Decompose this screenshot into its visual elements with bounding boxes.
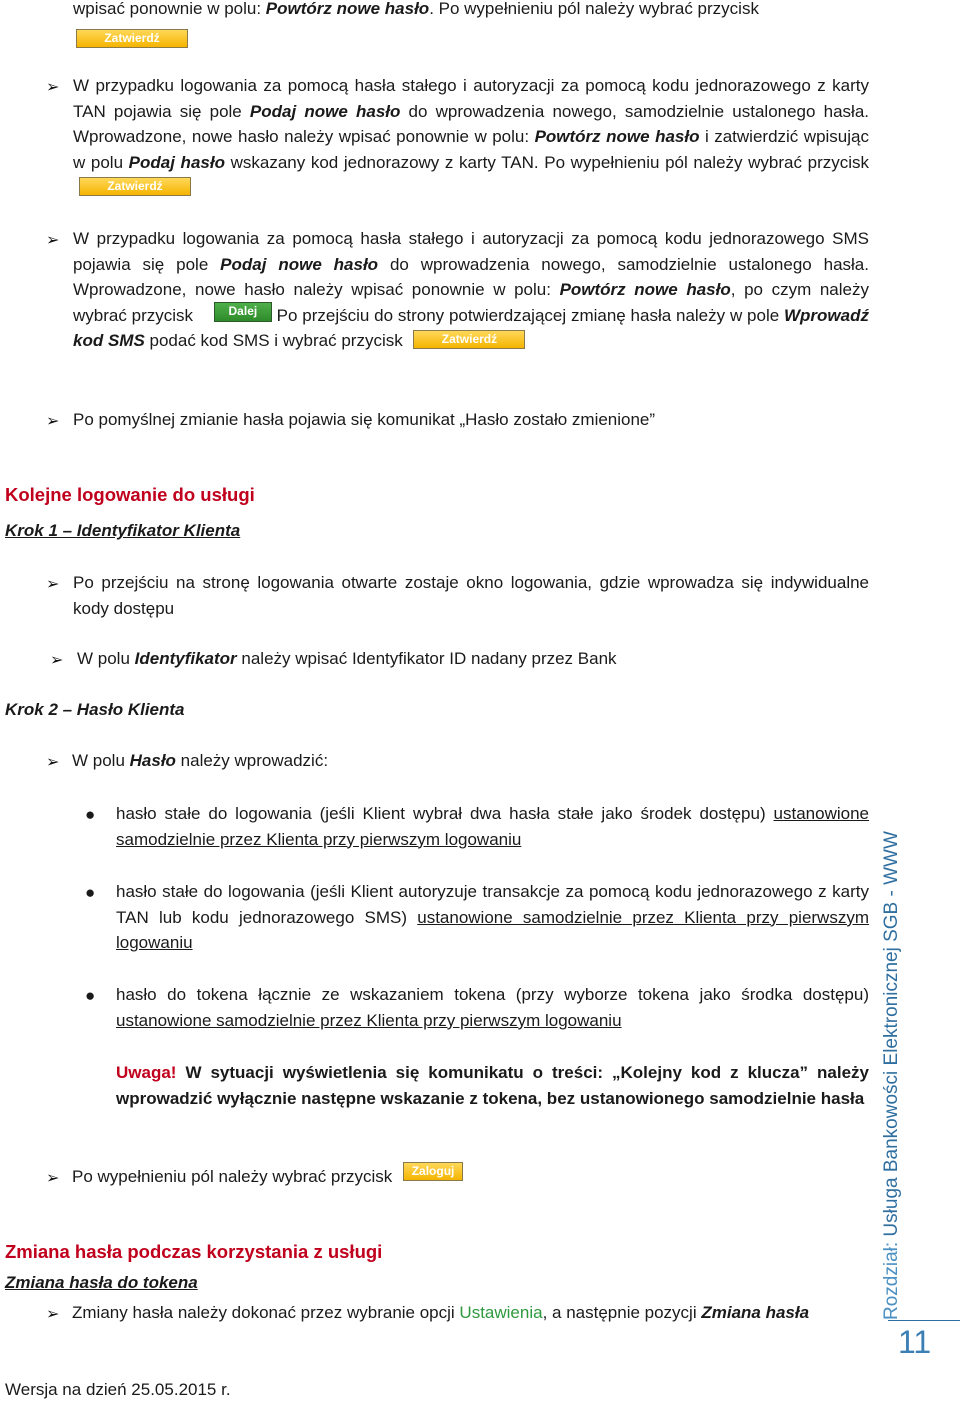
footer-version: Wersja na dzień 25.05.2015 r. bbox=[5, 1380, 231, 1399]
paragraph-continuation: wpisać ponownie w polu: Powtórz nowe hasło. Po wypełnieniu pól należy wybrać przycisk bbox=[73, 0, 759, 18]
bullet-dot-icon: ● bbox=[85, 883, 96, 902]
step-heading: Krok 2 – Hasło Klienta bbox=[5, 700, 185, 719]
zaloguj-button-image: Zaloguj bbox=[403, 1162, 463, 1181]
arrow-bullet-icon: ➢ bbox=[46, 413, 60, 430]
bullet-dot-icon: ● bbox=[85, 986, 96, 1005]
subsection-heading: Zmiana hasła do tokena bbox=[5, 1273, 198, 1292]
step-heading: Krok 1 – Identyfikator Klienta bbox=[5, 521, 241, 540]
arrow-bullet-icon: ➢ bbox=[50, 652, 64, 669]
section-heading: Kolejne logowanie do usługi bbox=[5, 484, 255, 505]
paragraph-login-window: Po przejściu na stronę logowania otwarte zostaje okno logowania, gdzie wprowadza się indywidualne kody dostępu bbox=[73, 573, 869, 618]
list-item: hasło stałe do logowania (jeśli Klient wybrał dwa hasła stałe jako środek dostępu) ustanowione samodzielnie przez Klienta przy pierwszym logowaniu bbox=[116, 804, 869, 849]
paragraph-identifier: W polu Identyfikator należy wpisać Identyfikator ID nadany przez Bank bbox=[77, 649, 617, 668]
paragraph-tan: W przypadku logowania za pomocą hasła stałego i autoryzacji za pomocą kodu jednorazowego z karty TAN pojawia się pole Podaj nowe hasło do wprowadzenia nowego, samodzielnie ustalonego hasła. Wprowadzone, nowe hasło należy wpisać ponownie w polu: Powtórz nowe hasło i zatwierdzić wpisując w polu Podaj hasło wskazany kod jednorazowy z karty TAN. Po wypełnieniu pól należy wybrać przycisk Zatwierdź bbox=[73, 73, 869, 201]
paragraph-password: W polu Hasło należy wprowadzić: bbox=[72, 751, 329, 770]
paragraph-token-change: Zmiany hasła należy dokonać przez wybranie opcji Ustawienia, a następnie pozycji Zmiana hasła bbox=[72, 1303, 810, 1322]
paragraph-login-button: Po wypełnieniu pól należy wybrać przycisk Zaloguj bbox=[72, 1164, 868, 1190]
arrow-bullet-icon: ➢ bbox=[46, 1306, 60, 1323]
bullet-dot-icon: ● bbox=[85, 805, 96, 824]
dalej-button-image: Dalej bbox=[214, 302, 272, 322]
warning-label: Uwaga! bbox=[116, 1063, 177, 1082]
paragraph-success: Po pomyślnej zmianie hasła pojawia się komunikat „Hasło zostało zmienione” bbox=[73, 410, 656, 429]
settings-link[interactable]: Ustawienia bbox=[459, 1303, 543, 1322]
paragraph-sms: W przypadku logowania za pomocą hasła stałego i autoryzacji za pomocą kodu jednorazowego SMS pojawia się pole Podaj nowe hasło do wprowadzenia nowego, samodzielnie ustalonego hasła. Wprowadzone, nowe hasło należy wpisać ponownie w polu: Powtórz nowe hasło, po czym należy wybrać przycisk Dalej Po przejściu do strony potwierdzającej zmianę hasła należy w pole Wprowadź kod SMS podać kod SMS i wybrać przycisk Zatwierdź bbox=[73, 229, 869, 351]
field-name: Powtórz nowe hasło bbox=[265, 0, 430, 18]
sidebar-chapter-title: Rozdział: Usługa Bankowości Elektronicznej SGB - WWW bbox=[881, 831, 902, 1320]
arrow-bullet-icon: ➢ bbox=[46, 232, 60, 249]
arrow-bullet-icon: ➢ bbox=[46, 754, 60, 771]
warning-note: Uwaga! W sytuacji wyświetlenia się komunikatu o treści: „Kolejny kod z klucza” należy wprowadzić wyłącznie następne wskazanie z tokena, bez ustanowionego samodzielnie hasła bbox=[116, 1063, 869, 1108]
zatwierdz-button-image-2: Zatwierdź bbox=[79, 177, 191, 196]
page-number-divider bbox=[888, 1320, 960, 1321]
page-number: 11 bbox=[898, 1324, 932, 1360]
arrow-bullet-icon: ➢ bbox=[46, 79, 60, 96]
list-item: hasło do tokena łącznie ze wskazaniem tokena (przy wyborze tokena jako środka dostępu) ustanowione samodzielnie przez Klienta przy pierwszym logowaniu bbox=[116, 985, 869, 1030]
arrow-bullet-icon: ➢ bbox=[46, 1170, 60, 1187]
zatwierdz-button-image-3: Zatwierdź bbox=[413, 330, 525, 349]
list-item: hasło stałe do logowania (jeśli Klient autoryzuje transakcje za pomocą kodu jednorazowego z karty TAN lub kodu jednorazowego SMS) ustanowione samodzielnie przez Klienta przy pierwszym logowaniu bbox=[116, 882, 869, 953]
zatwierdz-button-image-1: Zatwierdź bbox=[76, 28, 188, 48]
section-heading: Zmiana hasła podczas korzystania z usługi bbox=[5, 1241, 383, 1262]
arrow-bullet-icon: ➢ bbox=[46, 576, 60, 593]
